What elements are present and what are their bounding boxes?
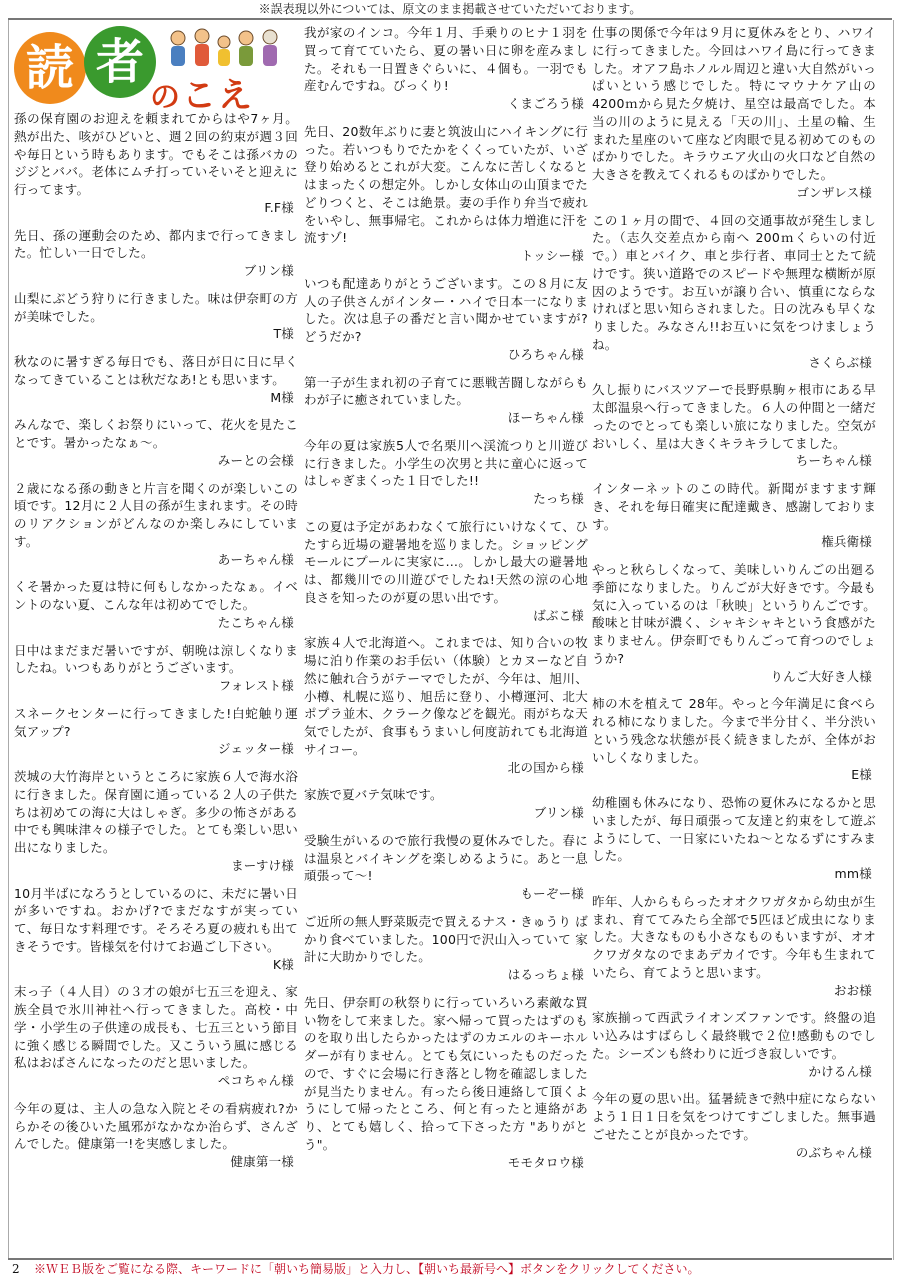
header-note: ※誤表現以外については、原文のまま掲載させていただいております。	[258, 2, 642, 16]
letter-text: 今年の夏の思い出。猛暑続きで熱中症にならないよう１日１日を気をつけてすごしました。無事過ごせたことが良かったです。	[592, 1091, 876, 1142]
letter-entry	[304, 518, 588, 625]
letter-entry	[592, 893, 876, 1000]
letter-signature: モモタロウ様	[507, 1154, 584, 1170]
letter-signature: かけるん様	[808, 1063, 872, 1079]
letter-entry	[14, 768, 298, 875]
letter-signature: はるっちょ様	[507, 967, 584, 982]
letter-signature: F.F様	[264, 199, 294, 215]
letter-text: 受験生がいるので旅行我慢の夏休みでした。春には温泉とバイキングを楽しめるように。あと一息頑張って〜!	[304, 832, 588, 884]
letter-text: 10月半ばになろうとしているのに、未だに暑い日が多いですね。おかげ?でまだなすが実っていて、毎日なす料理です。そろそろ夏の疲れも出てきそうです。皆様気を付けてお過ごし下さい。	[14, 885, 298, 954]
letter-signature: ちーちゃん様	[795, 453, 872, 469]
letter-signature: ひろちゃん様	[507, 346, 584, 362]
letter-entry	[304, 832, 588, 903]
letter-entry	[592, 212, 876, 372]
letter-text: 久し振りにバスツアーで長野県駒ヶ根市にある早太郎温泉へ行ってきました。６人の仲間と一緒だったのでとっても楽しい旅になりました。空気がおいしく、星は大きくキラキラしてました。	[592, 382, 876, 451]
letter-entry	[14, 480, 298, 569]
letter-entry	[304, 374, 588, 427]
letter-text: 今年の夏は家族5人で名栗川へ渓流つりと川遊びに行きました。小学生の次男と共に童心に返ってはしゃぎまくった１日でした!!	[304, 437, 588, 489]
footer-message: ※ＷＥＢ版をご覧になる際、キーワードに「朝いち簡易版」と入力し、【朝いち最新号へ】ボタンをクリックしてください。	[34, 1262, 700, 1276]
letter-entry	[592, 1090, 876, 1161]
letter-signature: 権兵衛様	[821, 534, 872, 550]
letter-signature: ほーちゃん様	[507, 410, 584, 425]
letter-signature: M様	[270, 389, 294, 405]
letter-text: 孫の保育園のお迎えを頼まれてからはや7ヶ月。熱が出た、咳がひどいと、週２回の約束が週３回や毎日という時もあります。でもそこは孫バカのジジとババ。老体にムチ打っていそいそと迎えに行ってます。	[14, 111, 298, 197]
letter-text: 家族揃って西武ライオンズファンです。終盤の追い込みはすばらしく最終戦で２位!感動ものでした。シーズンも終わりに近づき寂しいです。	[592, 1010, 876, 1061]
readers-voice-logo	[14, 26, 294, 116]
letter-entry	[14, 642, 298, 695]
letter-entry	[14, 885, 298, 974]
family-illustration-icon	[164, 28, 292, 72]
letter-entry	[14, 983, 298, 1090]
column-2	[304, 24, 588, 1181]
letter-signature: 北の国から様	[507, 759, 584, 775]
letter-text: この１ヶ月の間で、４回の交通事故が発生しました。（志久交差点から南へ 200ｍくらいの付近で。）車とバイク、車と歩行者、車同士とたて続けです。狭い道路でのスピードや無理な横断が原因のようです。お互いが譲り合い、慎重にならなければと思い知らされました。日の沈みも早くなりました。みなさん!!お互いに気をつけましょうね。	[592, 212, 876, 352]
logo-no: の	[150, 80, 182, 115]
letter-signature: ペコちゃん様	[217, 1073, 294, 1088]
letter-text: 今年の夏は、主人の急な入院とその看病疲れ?からかその後ひいた風邪がなかなか治らず、さんざんでした。健康第一!を実感しました。	[14, 1100, 298, 1152]
letter-text: 我が家のインコ。今年１月、手乗りのヒナ１羽を買って育てていたら、夏の暑い日に卵を産みました。それも一日置きぐらいに、４個も。一羽でも産むんですね。びっくり!	[304, 25, 588, 94]
letter-signature: T様	[273, 326, 294, 342]
column-3	[592, 24, 876, 1171]
letter-entry	[592, 24, 876, 202]
letter-entry	[592, 561, 876, 685]
letter-text: やっと秋らしくなって、美味しいりんごの出廻る季節になりました。りんごが大好きです。今最も気に入っているのは「秋映」というりんごです。酸味と甘味が濃く、シャキシャキという食感がたまりません。伊奈町でもりんごって育つのでしょうか?	[592, 562, 876, 666]
letter-text: 幼稚園も休みになり、恐怖の夏休みになるかと思いましたが、毎日頑張って友達と約束をして遊ぶようにして、一日家にいたね〜となるずにすみました。	[592, 795, 876, 864]
letter-entry	[304, 275, 588, 364]
letter-signature: たこちゃん様	[217, 614, 294, 630]
letter-signature: E様	[851, 767, 872, 783]
letter-signature: おお様	[833, 982, 872, 998]
letter-entry	[14, 705, 298, 758]
letter-signature: みーとの会様	[217, 452, 294, 468]
letter-text: ２歳になる孫の動きと片言を聞くのが楽しいこの頃です。12月に２人目の孫が生まれます。その時のリアクションがどんなのか楽しみにしています。	[14, 480, 298, 549]
logo-char-yomu: 読	[14, 32, 86, 104]
letter-signature: 健康第一様	[230, 1154, 294, 1169]
letter-signature: りんご大好き人様	[770, 668, 872, 684]
letter-entry	[304, 994, 588, 1172]
letter-text: みんなで、楽しくお祭りにいって、花火を見たことです。暑かったなぁ〜。	[14, 417, 298, 450]
letter-entry	[14, 110, 298, 217]
footer	[0, 1258, 900, 1280]
letter-signature: ゴンザレス様	[796, 184, 872, 200]
letter-text: インターネットのこの時代。新聞がますます輝き、それを毎日確実に配達戴き、感謝しております。	[592, 481, 876, 532]
letter-signature: ジェッター様	[218, 741, 294, 757]
letter-text: スネークセンターに行ってきました!白蛇触り運気アップ?	[14, 705, 298, 739]
letter-entry	[592, 794, 876, 883]
letter-entry	[304, 437, 588, 508]
letter-text: くそ暑かった夏は特に何もしなかったなぁ。イベントのない夏、こんな年は初めてでした。	[14, 579, 298, 612]
letter-entry	[592, 480, 876, 551]
letter-entry	[14, 1100, 298, 1171]
letter-text: 家族で夏バテ気味です。	[304, 787, 443, 803]
letter-signature: ブリン様	[243, 263, 294, 278]
page-number: 2	[12, 1262, 20, 1276]
letter-signature: mm様	[834, 866, 872, 881]
letter-entry	[14, 416, 298, 469]
letter-entry	[14, 353, 298, 406]
letter-signature: ばぶこ様	[533, 607, 584, 623]
logo-koe: こえ	[182, 76, 254, 116]
letter-signature: もーぞー様	[520, 886, 584, 901]
letter-signature: たっち様	[533, 491, 584, 506]
letter-entry	[304, 123, 588, 265]
letter-entry	[592, 381, 876, 470]
letter-entry	[304, 634, 588, 776]
letter-entry	[304, 786, 588, 822]
letter-text: 柿の木を植えて 28年。やっと今年満足に食べられる柿になりました。今まで半分甘く、半分渋いという残念な状態が長く続きましたが、全体がおいしくなりました。	[592, 696, 876, 765]
letter-entry	[592, 1009, 876, 1080]
letter-signature: さくらぶ様	[808, 354, 872, 370]
letter-signature: まーすけ様	[231, 857, 294, 873]
letter-text: 末っ子（４人目）の３才の娘が七五三を迎え、家族全員で氷川神社へ行ってきました。高校・中学・小学生の子供達の成長も、七五三という節目に強く感じる瞬間でした。又こういう風に感じる私はおばさんになったのだと思いました。	[14, 984, 298, 1071]
letter-entry	[304, 913, 588, 984]
letter-text: 山梨にぶどう狩りに行きました。味は伊奈町の方が美味でした。	[14, 290, 298, 324]
letter-text: 先日、20数年ぶりに妻と筑波山にハイキングに行った。若いつもりでたかをくくっていたが、いざ登り始めるとこれが大変。こんなに苦しくなるとはまったくの想定外。しかし女体山の山頂までたどりつくと、そこは絶景。妻の手作り弁当で疲れをいやし、無事帰宅。これからは体力増進に汗を流すゾ!	[304, 123, 588, 246]
letter-entry	[14, 578, 298, 631]
letter-signature: フォレスト様	[218, 678, 294, 693]
letter-text: 秋なのに暑すぎる毎日でも、落日が日に日に早くなってきていることは秋だなあ!とも思います。	[14, 354, 298, 387]
letter-signature: くまごろう様	[507, 96, 584, 111]
letter-text: 家族４人で北海道へ。これまでは、知り合いの牧場に泊り作業のお手伝い（体験）とカヌーなど自然に触れ合うがテーマでしたが、今年は、旭川、小樽、札幌に巡り、旭岳に登り、小樽運河、北大ポプラ並木、クラーク像などを観光。雨がちな天気でしたが、食事もうまいし何度訪れても北海道サイコー。	[304, 635, 588, 757]
letter-entry	[14, 290, 298, 343]
letter-text: 昨年、人からもらったオオクワガタから幼虫が生まれ、育ててみたら全部で5匹ほど成虫になりました。大きなものも小さなものもいますが、オオクワガタなのでまあデカイです。今年も生まれていたら、育てようと思います。	[592, 893, 876, 980]
letter-entry	[304, 24, 588, 113]
letter-entry	[592, 695, 876, 784]
letter-text: ご近所の無人野菜販売で買えるナス・きゅうり ばかり食べていました。100円で沢山入っていて 家計に大助かりでした。	[304, 913, 588, 965]
column-1	[14, 110, 298, 1181]
letter-signature: あーちゃん様	[217, 551, 294, 567]
letter-text: 第一子が生まれ初の子育てに悪戦苦闘しながらもわが子に癒されていました。	[304, 374, 588, 408]
letter-entry	[14, 227, 298, 280]
letter-text: 茨城の大竹海岸というところに家族６人で海水浴に行きました。保育園に通っている２人の子供たちは初めての海に大はしゃぎ。多少の怖さがある中でも興味津々の様子でした。とても楽しい思い出になりました。	[14, 769, 298, 855]
letter-text: 日中はまだまだ暑いですが、朝晩は涼しくなりましたね。いつもありがとうございます。	[14, 642, 298, 676]
letter-text: 先日、伊奈町の秋祭りに行っていろいろ素敵な買い物をして来ました。家へ帰って買ったはずのものを取り出したらかったはずのカエルのキーホルダーが有りません。とても気にいったものだったので、すぐに会場に行き落とし物を確認しましたが見当たりません。有ったら後日連絡して頂くようにして帰ったところ、何と有ったと連絡があり、とても嬉しく、拾って下さった方 "ありがとう"。	[304, 994, 588, 1152]
letter-signature: のぶちゃん様	[795, 1144, 872, 1160]
letter-text: いつも配達ありがとうございます。この８月に友人の子供さんがインター・ハイで日本一になりました。次は息子の番だと言い聞かせていますが?どうだか?	[304, 275, 588, 344]
letter-signature: K様	[272, 956, 294, 972]
logo-char-sha: 者	[84, 26, 156, 98]
letter-signature: トッシー様	[520, 248, 584, 263]
letter-text: 先日、孫の運動会のため、都内まで行ってきました。忙しい一日でした。	[14, 227, 298, 261]
letter-text: 仕事の関係で今年は９月に夏休みをとり、ハワイに行ってきました。今回はハワイ島に行ってきました。オアフ島ホノルル周辺と違い大自然がいっぱいという感じでした。特にマウナケア山の4200ｍから見た夕焼け、星空は最高でした。本当の川のように見える「天の川」、土星の輪、生まれた星座のいて座など肉眼で見る初めてのものばかりでした。キラウエア火山の火口など自然の大きさを教えてくれるものばかりでした。	[592, 25, 876, 182]
letter-signature: ブリン様	[533, 805, 584, 820]
letter-text: この夏は予定があわなくて旅行にいけなくて、ひたすら近場の避暑地を巡りました。ショッピングモールにプールに実家に…。しかし最大の避暑地は、都幾川での川遊びでしたね!天然の涼の心地良さを知ったのが夏の思い出です。	[304, 518, 588, 605]
